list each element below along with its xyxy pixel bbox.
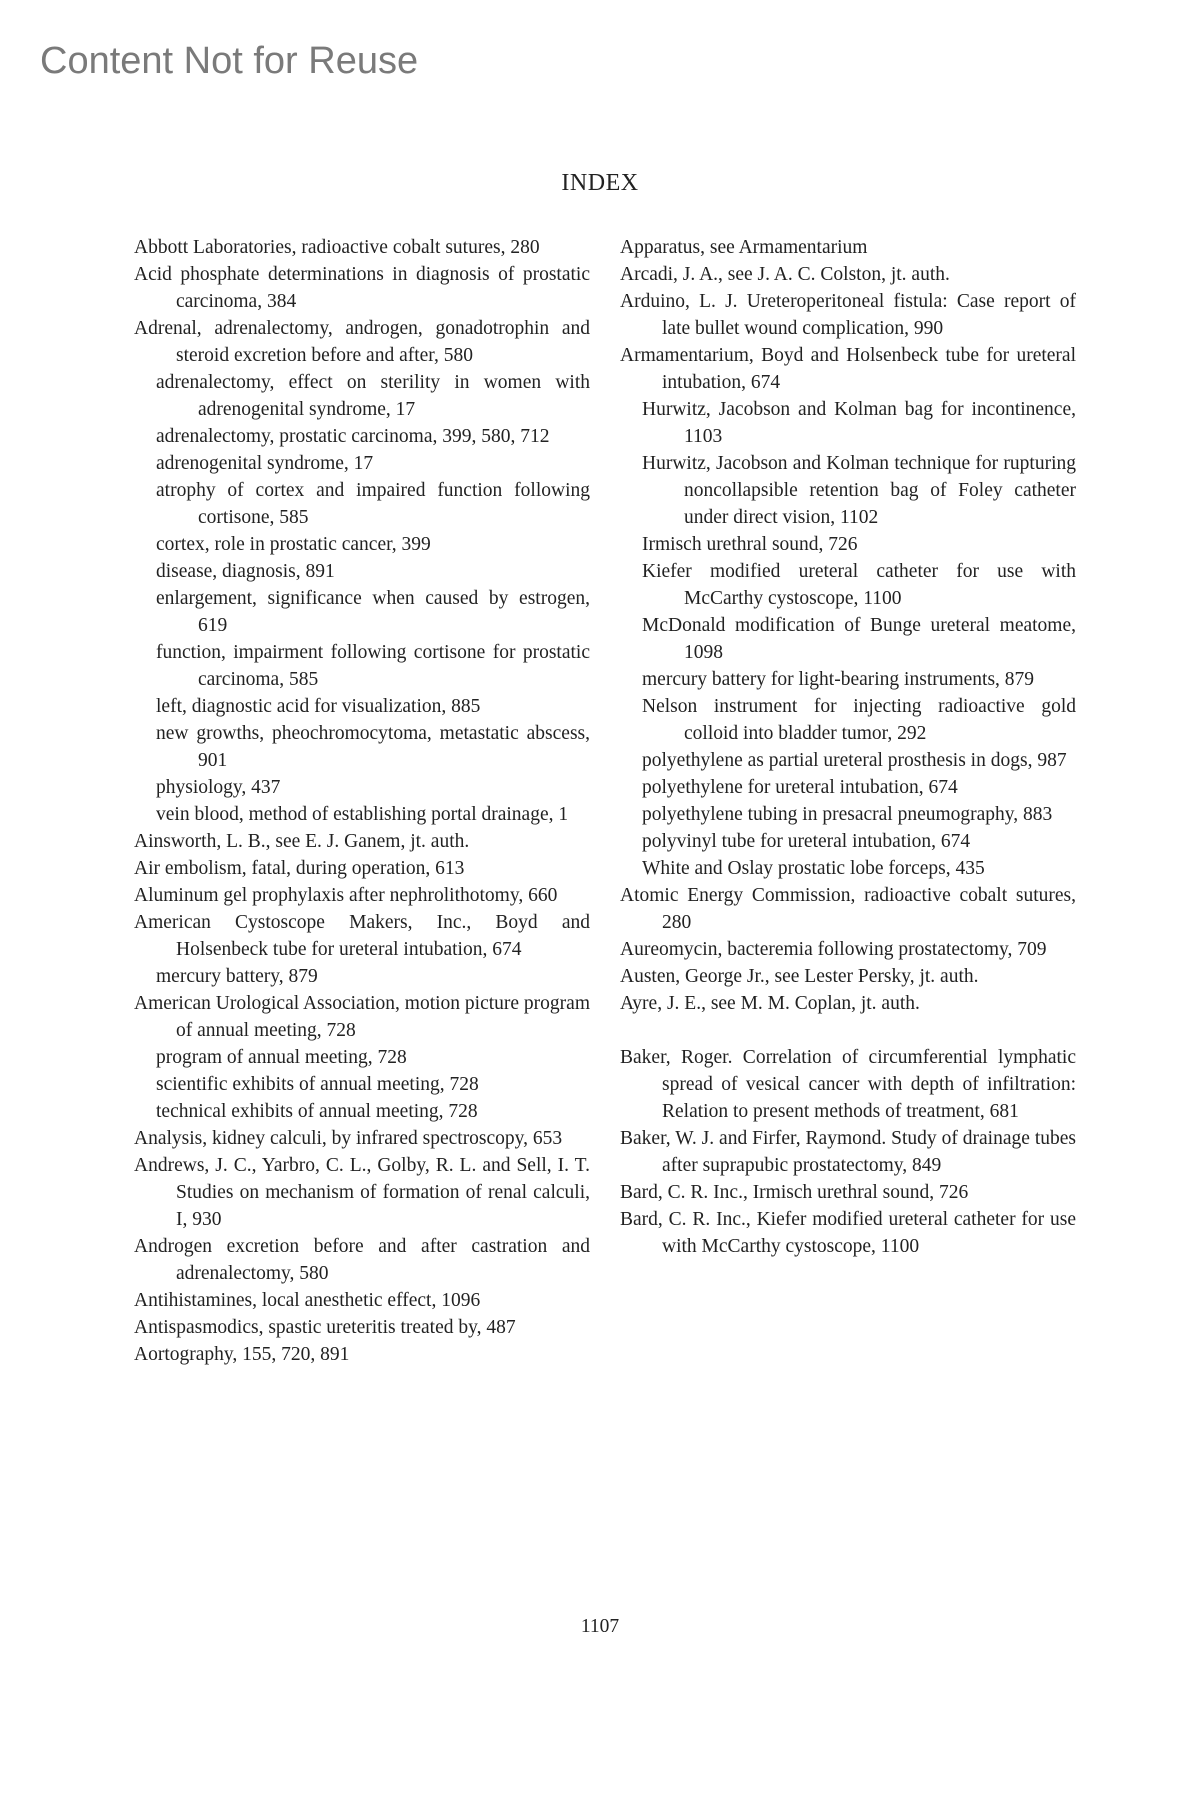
index-entry: Arduino, L. J. Ureteroperitoneal fistula: Case report of late bullet wound complication, 990 [620, 291, 1076, 339]
index-entry: Aureomycin, bacteremia following prostatectomy, 709 [620, 939, 1047, 960]
index-entry: Ainsworth, L. B., see E. J. Ganem, jt. auth. [134, 831, 470, 852]
index-entry: Austen, George Jr., see Lester Persky, jt. auth. [620, 966, 979, 987]
index-subentry: adrenogenital syndrome, 17 [156, 453, 374, 474]
page-number: 1107 [580, 1616, 620, 1637]
index-entry: Apparatus, see Armamentarium [620, 237, 868, 258]
index-subentry: White and Oslay prostatic lobe forceps, 435 [642, 858, 985, 879]
index-right-column [620, 234, 1076, 1260]
index-subentry: technical exhibits of annual meeting, 728 [156, 1101, 478, 1122]
index-entry: Abbott Laboratories, radioactive cobalt sutures, 280 [134, 237, 540, 258]
index-entry: Armamentarium, Boyd and Holsenbeck tube for ureteral intubation, 674 [620, 345, 1076, 393]
index-entry: American Urological Association, motion picture program of annual meeting, 728 [134, 993, 590, 1041]
index-subentry: polyethylene for ureteral intubation, 674 [642, 777, 958, 798]
index-entry: Arcadi, J. A., see J. A. C. Colston, jt. auth. [620, 264, 950, 285]
index-subentry: disease, diagnosis, 891 [156, 561, 335, 582]
index-subentry: polyethylene tubing in presacral pneumography, 883 [642, 804, 1053, 825]
index-entry: Baker, W. J. and Firfer, Raymond. Study of drainage tubes after suprapubic prostatectomy, 849 [620, 1128, 1076, 1176]
index-entry: Acid phosphate determinations in diagnosis of prostatic carcinoma, 384 [134, 264, 590, 312]
index-subentry: scientific exhibits of annual meeting, 728 [156, 1074, 479, 1095]
index-entry: Andrews, J. C., Yarbro, C. L., Golby, R. L. and Sell, I. T. Studies on mechanism of formation of renal calculi, I, 930 [134, 1155, 590, 1230]
index-entry: Adrenal, adrenalectomy, androgen, gonadotrophin and steroid excretion before and after, 580 [134, 318, 590, 366]
index-subentry: Hurwitz, Jacobson and Kolman bag for incontinence, 1103 [642, 399, 1076, 447]
index-entry: Air embolism, fatal, during operation, 613 [134, 858, 465, 879]
index-subentry: atrophy of cortex and impaired function following cortisone, 585 [156, 480, 590, 528]
index-entry: Ayre, J. E., see M. M. Coplan, jt. auth. [620, 993, 920, 1014]
index-entry: Analysis, kidney calculi, by infrared spectroscopy, 653 [134, 1128, 563, 1149]
index-subentry: enlargement, significance when caused by estrogen, 619 [156, 588, 590, 636]
index-entry: Bard, C. R. Inc., Kiefer modified ureteral catheter for use with McCarthy cystoscope, 1100 [620, 1209, 1076, 1257]
index-entry: Androgen excretion before and after castration and adrenalectomy, 580 [134, 1236, 590, 1284]
index-subentry: new growths, pheochromocytoma, metastatic abscess, 901 [156, 723, 590, 771]
index-subentry: function, impairment following cortisone for prostatic carcinoma, 585 [156, 642, 590, 690]
index-entry: American Cystoscope Makers, Inc., Boyd and Holsenbeck tube for ureteral intubation, 674 [134, 912, 590, 960]
index-entry: Baker, Roger. Correlation of circumferential lymphatic spread of vesical cancer with depth of infiltration: Relation to present methods of treatment, 681 [620, 1047, 1076, 1122]
index-entry: Atomic Energy Commission, radioactive cobalt sutures, 280 [620, 885, 1076, 933]
index-subentry: program of annual meeting, 728 [156, 1047, 407, 1068]
index-subentry: mercury battery for light-bearing instruments, 879 [642, 669, 1035, 690]
index-subentry: Hurwitz, Jacobson and Kolman technique for rupturing noncollapsible retention bag of Foley catheter under direct vision, 1102 [642, 453, 1076, 528]
index-entry: Aortography, 155, 720, 891 [134, 1344, 350, 1365]
index-subentry: left, diagnostic acid for visualization, 885 [156, 696, 481, 717]
index-entry: Aluminum gel prophylaxis after nephrolithotomy, 660 [134, 885, 558, 906]
index-subentry: Nelson instrument for injecting radioactive gold colloid into bladder tumor, 292 [642, 696, 1076, 744]
index-subentry: Kiefer modified ureteral catheter for use with McCarthy cystoscope, 1100 [642, 561, 1076, 609]
index-subentry: vein blood, method of establishing portal drainage, 1 [156, 804, 569, 825]
index-subentry: Irmisch urethral sound, 726 [642, 534, 858, 555]
index-subentry: cortex, role in prostatic cancer, 399 [156, 534, 431, 555]
index-entry: Antispasmodics, spastic ureteritis treated by, 487 [134, 1317, 516, 1338]
index-subentry: adrenalectomy, effect on sterility in women with adrenogenital syndrome, 17 [156, 372, 590, 420]
page-title: INDEX [561, 170, 639, 196]
watermark: Content Not for Reuse [40, 40, 419, 82]
index-subentry: adrenalectomy, prostatic carcinoma, 399, 580, 712 [156, 426, 550, 447]
index-subentry: polyvinyl tube for ureteral intubation, 674 [642, 831, 971, 852]
index-subentry: mercury battery, 879 [156, 966, 318, 987]
index-entry: Bard, C. R. Inc., Irmisch urethral sound, 726 [620, 1182, 969, 1203]
index-subentry: McDonald modification of Bunge ureteral meatome, 1098 [642, 615, 1076, 663]
index-subentry: polyethylene as partial ureteral prosthesis in dogs, 987 [642, 750, 1067, 771]
index-entry: Antihistamines, local anesthetic effect, 1096 [134, 1290, 481, 1311]
index-left-column [134, 234, 590, 1368]
index-subentry: physiology, 437 [156, 777, 281, 798]
